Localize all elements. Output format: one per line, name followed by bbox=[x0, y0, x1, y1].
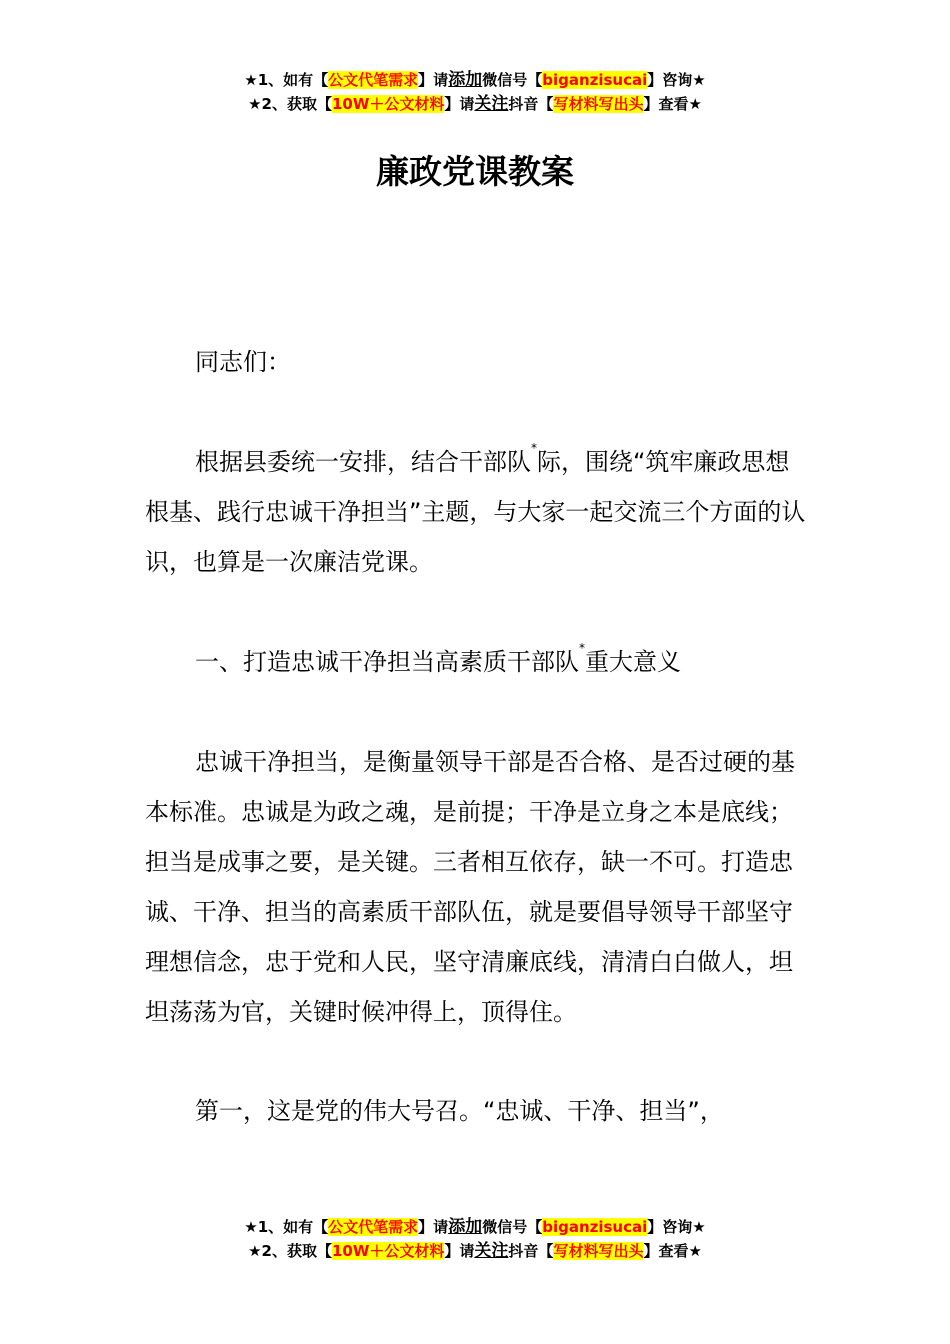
highlight-wechat-id: biganzisucai bbox=[542, 71, 648, 89]
document-body bbox=[145, 337, 810, 1136]
paragraph-significance: 忠诚干净担当，是衡量领导干部是否合格、是否过硬的基本标准。忠诚是为政之魂，是前提；干净是立身之本是底线；担当是成事之要，是关键。三者相互依存，缺一不可。打造忠诚、干净、担当的高素质干部队伍，就是要倡导领导干部坚守理想信念，忠于党和人民，坚守清廉底线，清清白白做人，坦坦荡荡为官，关键时候冲得上，顶得住。 bbox=[145, 748, 795, 1026]
highlight-service: 公文代笔需求 bbox=[328, 71, 419, 89]
highlight-materials: 10W＋公文材料 bbox=[331, 95, 445, 113]
highlight-materials: 10W＋公文材料 bbox=[331, 1242, 445, 1260]
footer-banner bbox=[0, 1215, 950, 1263]
paragraph-intro: 根据县委统一安排，结合干部队*际，围绕“筑牢廉政思想根基、践行忠诚干净担当”主题，与大家一起交流三个方面的认识，也算是一次廉洁党课。 bbox=[145, 441, 806, 576]
highlight-wechat-id: biganzisucai bbox=[542, 1218, 648, 1236]
header-banner bbox=[0, 68, 950, 116]
paragraph-first-point: 第一，这是党的伟大号召。“忠诚、干净、担当”， bbox=[195, 1097, 724, 1125]
highlight-douyin-id: 写材料写出头 bbox=[553, 1242, 644, 1260]
banner-line-1: ★1、如有【公文代笔需求】请添加微信号【biganzisucai】咨询★ bbox=[244, 1217, 706, 1237]
banner-line-2: ★2、获取【10W＋公文材料】请关注抖音【写材料写出头】查看★ bbox=[248, 1241, 702, 1261]
highlight-service: 公文代笔需求 bbox=[328, 1218, 419, 1236]
section-heading-1: 一、打造忠诚干净担当高素质干部队*重大意义 bbox=[195, 641, 681, 676]
document-title: 廉政党课教案 bbox=[376, 152, 574, 191]
footnote-mark: * bbox=[531, 441, 537, 455]
banner-line-2: ★2、获取【10W＋公文材料】请关注抖音【写材料写出头】查看★ bbox=[248, 94, 702, 114]
salutation: 同志们： bbox=[195, 348, 291, 376]
highlight-douyin-id: 写材料写出头 bbox=[553, 95, 644, 113]
banner-line-1: ★1、如有【公文代笔需求】请添加微信号【biganzisucai】咨询★ bbox=[244, 70, 706, 90]
footnote-mark: * bbox=[579, 641, 585, 655]
